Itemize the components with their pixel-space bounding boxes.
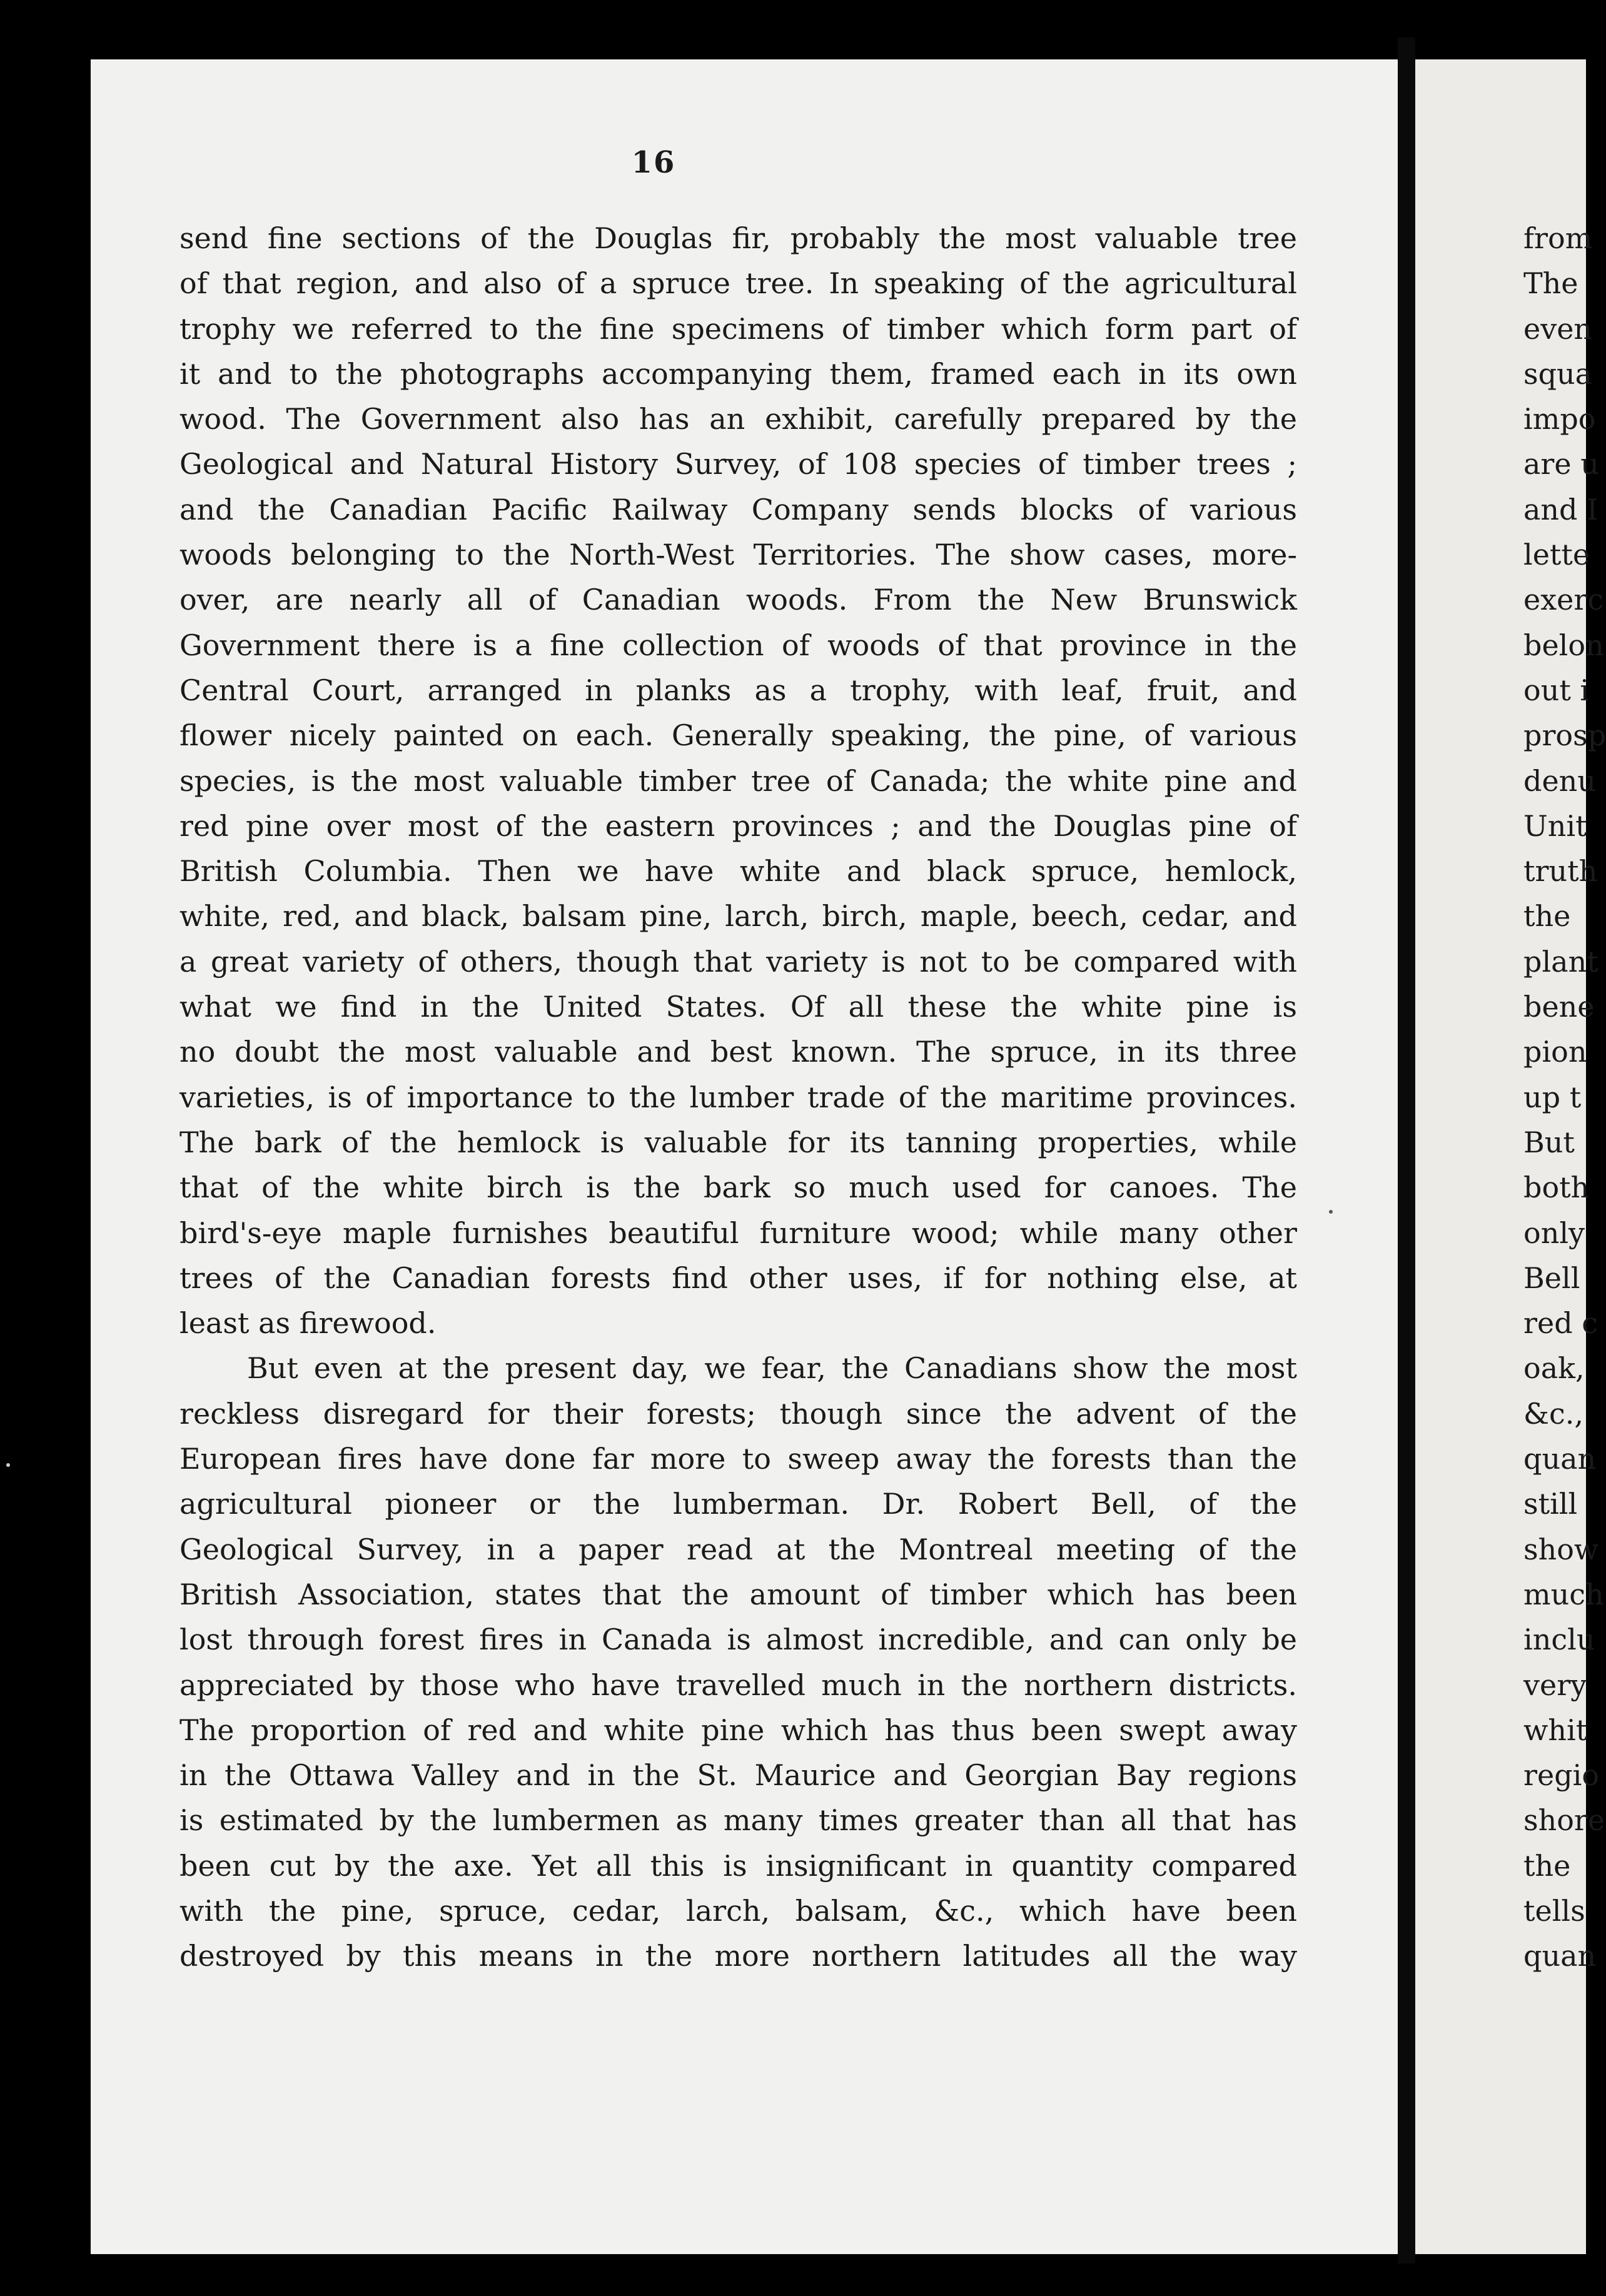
page-number: 16 <box>631 145 676 180</box>
right-text-line: The <box>1523 266 1578 301</box>
right-text-line: and I <box>1523 492 1598 526</box>
right-text-line: lette <box>1523 538 1590 572</box>
text-line: flower nicely painted on each. Generally speaking, the pine, of various <box>179 718 1297 753</box>
right-text-line: quan <box>1523 1939 1597 1973</box>
scan-speck <box>1329 1210 1333 1214</box>
right-text-line: inclu <box>1523 1623 1595 1657</box>
right-text-line: Unit <box>1523 808 1587 843</box>
text-line: send fine sections of the Douglas fir, probably the most valuable tree <box>179 221 1297 255</box>
text-line: with the pine, spruce, cedar, larch, balsam, &c., which have been <box>179 1893 1297 1928</box>
right-text-line: red c <box>1523 1306 1598 1341</box>
scan-speck <box>6 1463 10 1467</box>
right-text-line: much <box>1523 1577 1604 1611</box>
right-text-line: prosp <box>1523 718 1606 753</box>
text-line: species, is the most valuable timber tree of Canada; the white pine and <box>179 763 1297 798</box>
text-line: But even at the present day, we fear, the Canadians show the most <box>247 1351 1297 1386</box>
text-line: woods belonging to the North-West Territories. The show cases, more- <box>179 538 1297 572</box>
right-text-line: belon <box>1523 628 1604 662</box>
text-line: white, red, and black, balsam pine, larch, birch, maple, beech, cedar, and <box>179 899 1297 934</box>
text-line: over, are nearly all of Canadian woods. From the New Brunswick <box>179 583 1297 617</box>
text-line: Geological and Natural History Survey, of 108 species of timber trees ; <box>179 447 1297 481</box>
right-text-line: shore <box>1523 1803 1605 1838</box>
text-line: Government there is a fine collection of woods of that province in the <box>179 628 1297 662</box>
right-text-line: the <box>1523 1848 1571 1883</box>
right-text-line: oak, <box>1523 1351 1585 1386</box>
text-line: Geological Survey, in a paper read at the Montreal meeting of the <box>179 1532 1297 1566</box>
right-page-text <box>1523 216 1606 1979</box>
right-text-line: the <box>1523 899 1571 934</box>
right-text-line: very <box>1523 1668 1587 1702</box>
right-text-line: are u <box>1523 447 1599 481</box>
text-line: that of the white birch is the bark so much used for canoes. The <box>179 1171 1297 1205</box>
right-text-line: &c., <box>1523 1396 1583 1431</box>
right-text-line: squa <box>1523 356 1593 391</box>
text-line: it and to the photographs accompanying them, framed each in its own <box>179 356 1297 391</box>
text-line: appreciated by those who have travelled much in the northern districts. <box>179 1668 1297 1702</box>
text-line: British Association, states that the amount of timber which has been <box>179 1577 1297 1611</box>
right-text-line: regio <box>1523 1758 1600 1793</box>
text-line: a great variety of others, though that variety is not to be compared with <box>179 944 1297 979</box>
text-line: no doubt the most valuable and best known. The spruce, in its three <box>179 1035 1297 1069</box>
text-line: bird's-eye maple furnishes beautiful furniture wood; while many other <box>179 1216 1297 1250</box>
text-line: of that region, and also of a spruce tree. In speaking of the agricultural <box>179 266 1297 301</box>
text-line: in the Ottawa Valley and in the St. Maurice and Georgian Bay regions <box>179 1758 1297 1793</box>
text-line: The proportion of red and white pine which has thus been swept away <box>179 1713 1297 1747</box>
right-text-line: truth <box>1523 854 1598 889</box>
right-text-line: whit <box>1523 1713 1588 1747</box>
body-text <box>179 216 1297 1979</box>
right-text-line: bene <box>1523 990 1595 1024</box>
right-text-line: denu <box>1523 763 1596 798</box>
right-text-line: tells <box>1523 1893 1585 1928</box>
text-line: red pine over most of the eastern provinces ; and the Douglas pine of <box>179 808 1297 843</box>
right-text-line: even <box>1523 311 1593 346</box>
right-text-line: But <box>1523 1125 1575 1159</box>
right-text-line: from <box>1523 221 1593 255</box>
right-text-line: still <box>1523 1487 1578 1521</box>
right-text-line: Bell <box>1523 1261 1580 1295</box>
right-text-line: show <box>1523 1532 1599 1566</box>
text-line: trophy we referred to the fine specimens of timber which form part of <box>179 311 1297 346</box>
text-line: The bark of the hemlock is valuable for its tanning properties, while <box>179 1125 1297 1159</box>
text-line: trees of the Canadian forests find other uses, if for nothing else, at <box>179 1261 1297 1295</box>
text-line: and the Canadian Pacific Railway Company sends blocks of various <box>179 492 1297 526</box>
text-line: British Columbia. Then we have white and black spruce, hemlock, <box>179 854 1297 889</box>
text-line: Central Court, arranged in planks as a trophy, with leaf, fruit, and <box>179 673 1297 707</box>
right-text-line: plant <box>1523 944 1598 979</box>
right-text-line: out i <box>1523 673 1590 707</box>
right-text-line: impo <box>1523 402 1596 436</box>
text-line: agricultural pioneer or the lumberman. Dr. Robert Bell, of the <box>179 1487 1297 1521</box>
text-line: what we find in the United States. Of all these the white pine is <box>179 990 1297 1024</box>
text-line: European fires have done far more to sweep away the forests than the <box>179 1442 1297 1476</box>
page-gutter <box>1398 38 1415 2263</box>
right-text-line: quan <box>1523 1442 1597 1476</box>
text-line: reckless disregard for their forests; though since the advent of the <box>179 1396 1297 1431</box>
text-line: been cut by the axe. Yet all this is insignificant in quantity compared <box>179 1848 1297 1883</box>
right-text-line: only <box>1523 1216 1585 1250</box>
text-line: least as firewood. <box>179 1306 437 1341</box>
text-line: wood. The Government also has an exhibit, carefully prepared by the <box>179 402 1297 436</box>
text-line: varieties, is of importance to the lumber trade of the maritime provinces. <box>179 1080 1297 1114</box>
right-text-line: pion <box>1523 1035 1587 1069</box>
text-line: destroyed by this means in the more northern latitudes all the way <box>179 1939 1297 1973</box>
right-text-line: exerc <box>1523 583 1604 617</box>
right-text-line: both <box>1523 1171 1590 1205</box>
right-text-line: up t <box>1523 1080 1582 1114</box>
text-line: is estimated by the lumbermen as many times greater than all that has <box>179 1803 1297 1838</box>
text-line: lost through forest fires in Canada is almost incredible, and can only be <box>179 1623 1297 1657</box>
